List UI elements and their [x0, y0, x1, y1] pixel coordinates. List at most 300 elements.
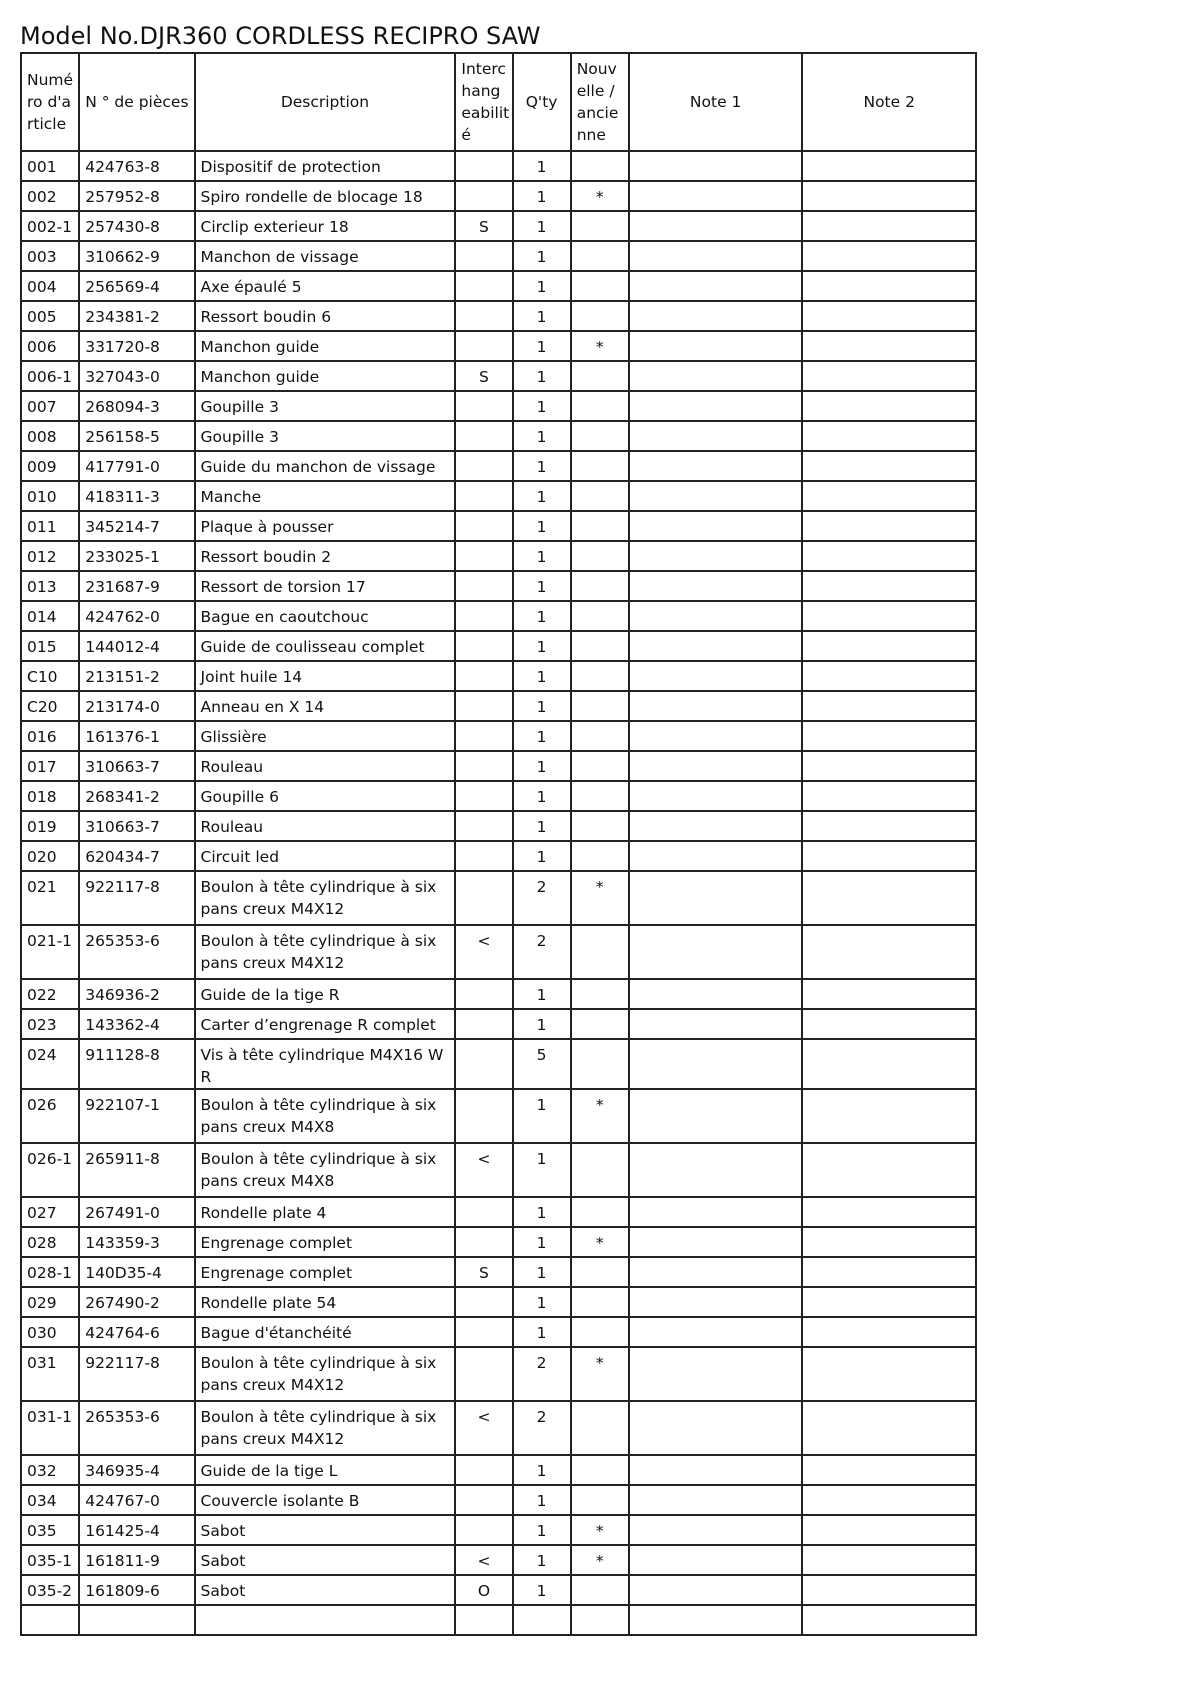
interchangeability-cell [455, 979, 512, 1009]
quantity-cell: 1 [513, 361, 571, 391]
new-old-cell [571, 211, 629, 241]
description-cell: Circuit led [195, 841, 456, 871]
description-cell [195, 1605, 456, 1635]
note-2-cell [802, 301, 976, 331]
table-row [21, 451, 976, 481]
note-2-cell [802, 1347, 976, 1401]
part-number-cell: 161811-9 [79, 1545, 194, 1575]
note-2-cell [802, 721, 976, 751]
quantity-cell: 5 [513, 1039, 571, 1089]
table-row [21, 541, 976, 571]
new-old-cell [571, 811, 629, 841]
quantity-cell: 1 [513, 451, 571, 481]
note-2-cell [802, 451, 976, 481]
new-old-cell [571, 391, 629, 421]
part-number-cell: 424767-0 [79, 1485, 194, 1515]
item-number-cell: 028-1 [21, 1257, 79, 1287]
table-row [21, 181, 976, 211]
new-old-cell [571, 241, 629, 271]
table-row [21, 979, 976, 1009]
quantity-cell: 1 [513, 661, 571, 691]
quantity-cell: 1 [513, 781, 571, 811]
description-cell: Goupille 6 [195, 781, 456, 811]
note-2-cell [802, 1143, 976, 1197]
note-2-cell [802, 361, 976, 391]
quantity-cell: 1 [513, 571, 571, 601]
interchangeability-cell [455, 511, 512, 541]
table-row [21, 511, 976, 541]
part-number-cell: 424764-6 [79, 1317, 194, 1347]
note-1-cell [629, 1089, 803, 1143]
interchangeability-cell [455, 1347, 512, 1401]
table-row [21, 691, 976, 721]
description-cell: Ressort boudin 2 [195, 541, 456, 571]
header-interchangeability: Interc hang eabilit é [455, 53, 512, 151]
new-old-cell: * [571, 1089, 629, 1143]
description-cell: Dispositif de protection [195, 151, 456, 181]
table-row [21, 1347, 976, 1401]
note-1-cell [629, 571, 803, 601]
description-cell: Bague d'étanchéité [195, 1317, 456, 1347]
item-number-cell: 006 [21, 331, 79, 361]
interchangeability-cell: S [455, 361, 512, 391]
new-old-cell: * [571, 1347, 629, 1401]
description-cell: Sabot [195, 1575, 456, 1605]
description-cell: Engrenage complet [195, 1227, 456, 1257]
item-number-cell: 026-1 [21, 1143, 79, 1197]
table-row [21, 601, 976, 631]
quantity-cell: 1 [513, 1287, 571, 1317]
quantity-cell: 1 [513, 1455, 571, 1485]
item-number-cell: 035 [21, 1515, 79, 1545]
new-old-cell [571, 421, 629, 451]
part-number-cell: 327043-0 [79, 361, 194, 391]
note-1-cell [629, 361, 803, 391]
interchangeability-cell [455, 1039, 512, 1089]
note-2-cell [802, 331, 976, 361]
item-number-cell: 019 [21, 811, 79, 841]
note-1-cell [629, 1545, 803, 1575]
description-cell: Boulon à tête cylindrique à six pans creux M4X12 [195, 1347, 456, 1401]
quantity-cell: 1 [513, 481, 571, 511]
quantity-cell: 1 [513, 1485, 571, 1515]
part-number-cell: 231687-9 [79, 571, 194, 601]
item-number-cell: 011 [21, 511, 79, 541]
interchangeability-cell [455, 1227, 512, 1257]
description-cell: Goupille 3 [195, 421, 456, 451]
item-number-cell: C10 [21, 661, 79, 691]
new-old-cell [571, 781, 629, 811]
note-1-cell [629, 691, 803, 721]
note-2-cell [802, 271, 976, 301]
interchangeability-cell [455, 841, 512, 871]
item-number-cell: 028 [21, 1227, 79, 1257]
new-old-cell [571, 1401, 629, 1455]
interchangeability-cell [455, 1089, 512, 1143]
note-2-cell [802, 811, 976, 841]
table-row [21, 571, 976, 601]
description-cell: Ressort boudin 6 [195, 301, 456, 331]
interchangeability-cell [455, 331, 512, 361]
item-number-cell: 034 [21, 1485, 79, 1515]
item-number-cell: 004 [21, 271, 79, 301]
description-cell: Boulon à tête cylindrique à six pans creux M4X12 [195, 925, 456, 979]
note-1-cell [629, 1485, 803, 1515]
note-1-cell [629, 481, 803, 511]
description-cell: Sabot [195, 1545, 456, 1575]
note-1-cell [629, 511, 803, 541]
quantity-cell: 1 [513, 241, 571, 271]
item-number-cell: 006-1 [21, 361, 79, 391]
part-number-cell: 143362-4 [79, 1009, 194, 1039]
table-row [21, 1143, 976, 1197]
new-old-cell [571, 541, 629, 571]
interchangeability-cell [455, 1317, 512, 1347]
item-number-cell: 022 [21, 979, 79, 1009]
part-number-cell: 417791-0 [79, 451, 194, 481]
item-number-cell: 017 [21, 751, 79, 781]
new-old-cell [571, 451, 629, 481]
note-1-cell [629, 151, 803, 181]
note-1-cell [629, 841, 803, 871]
header-quantity: Q'ty [513, 53, 571, 151]
note-1-cell [629, 181, 803, 211]
description-cell: Joint huile 14 [195, 661, 456, 691]
quantity-cell: 1 [513, 1545, 571, 1575]
part-number-cell: 213151-2 [79, 661, 194, 691]
item-number-cell: 035-1 [21, 1545, 79, 1575]
interchangeability-cell: < [455, 1545, 512, 1575]
quantity-cell: 1 [513, 1317, 571, 1347]
interchangeability-cell: O [455, 1575, 512, 1605]
interchangeability-cell [455, 1197, 512, 1227]
table-row [21, 1287, 976, 1317]
header-part-number: N ° de pièces [79, 53, 194, 151]
item-number-cell [21, 1605, 79, 1635]
interchangeability-cell [455, 781, 512, 811]
part-number-cell: 310662-9 [79, 241, 194, 271]
note-1-cell [629, 1455, 803, 1485]
note-1-cell [629, 421, 803, 451]
note-2-cell [802, 1197, 976, 1227]
note-1-cell [629, 781, 803, 811]
interchangeability-cell [455, 601, 512, 631]
part-number-cell: 265353-6 [79, 1401, 194, 1455]
quantity-cell: 1 [513, 631, 571, 661]
table-row [21, 151, 976, 181]
table-row [21, 241, 976, 271]
quantity-cell: 1 [513, 271, 571, 301]
quantity-cell: 2 [513, 1347, 571, 1401]
quantity-cell: 1 [513, 1227, 571, 1257]
new-old-cell [571, 925, 629, 979]
description-cell: Goupille 3 [195, 391, 456, 421]
quantity-cell: 1 [513, 541, 571, 571]
interchangeability-cell [455, 661, 512, 691]
note-2-cell [802, 1485, 976, 1515]
new-old-cell [571, 1575, 629, 1605]
new-old-cell: * [571, 1515, 629, 1545]
note-1-cell [629, 601, 803, 631]
table-row [21, 391, 976, 421]
quantity-cell: 2 [513, 1401, 571, 1455]
interchangeability-cell: < [455, 1143, 512, 1197]
item-number-cell: 015 [21, 631, 79, 661]
item-number-cell: 013 [21, 571, 79, 601]
part-number-cell: 213174-0 [79, 691, 194, 721]
new-old-cell [571, 271, 629, 301]
item-number-cell: 027 [21, 1197, 79, 1227]
quantity-cell: 1 [513, 841, 571, 871]
part-number-cell: 161809-6 [79, 1575, 194, 1605]
table-row [21, 1605, 976, 1635]
quantity-cell: 1 [513, 751, 571, 781]
note-2-cell [802, 571, 976, 601]
table-row [21, 1039, 976, 1089]
description-cell: Carter d’engrenage R complet [195, 1009, 456, 1039]
new-old-cell [571, 481, 629, 511]
part-number-cell: 620434-7 [79, 841, 194, 871]
new-old-cell [571, 1257, 629, 1287]
part-number-cell: 310663-7 [79, 811, 194, 841]
new-old-cell [571, 661, 629, 691]
description-cell: Rouleau [195, 751, 456, 781]
interchangeability-cell [455, 1455, 512, 1485]
table-row [21, 1515, 976, 1545]
quantity-cell: 1 [513, 979, 571, 1009]
description-cell: Boulon à tête cylindrique à six pans creux M4X12 [195, 1401, 456, 1455]
note-1-cell [629, 1143, 803, 1197]
part-number-cell: 268094-3 [79, 391, 194, 421]
description-cell: Spiro rondelle de blocage 18 [195, 181, 456, 211]
note-1-cell [629, 1515, 803, 1545]
note-1-cell [629, 979, 803, 1009]
quantity-cell: 1 [513, 211, 571, 241]
note-2-cell [802, 841, 976, 871]
note-1-cell [629, 661, 803, 691]
table-body [21, 151, 976, 1635]
interchangeability-cell: S [455, 211, 512, 241]
table-row [21, 1545, 976, 1575]
quantity-cell: 2 [513, 871, 571, 925]
parts-table-container [20, 52, 977, 1683]
description-cell: Boulon à tête cylindrique à six pans creux M4X8 [195, 1143, 456, 1197]
note-2-cell [802, 601, 976, 631]
new-old-cell: * [571, 1545, 629, 1575]
description-cell: Vis à tête cylindrique M4X16 WR [195, 1039, 456, 1089]
note-2-cell [802, 1089, 976, 1143]
part-number-cell: 265353-6 [79, 925, 194, 979]
part-number-cell: 922117-8 [79, 871, 194, 925]
item-number-cell: 016 [21, 721, 79, 751]
item-number-cell: 007 [21, 391, 79, 421]
note-1-cell [629, 1009, 803, 1039]
note-2-cell [802, 1455, 976, 1485]
part-number-cell [79, 1605, 194, 1635]
interchangeability-cell [455, 181, 512, 211]
quantity-cell: 1 [513, 691, 571, 721]
item-number-cell: 002 [21, 181, 79, 211]
description-cell: Axe épaulé 5 [195, 271, 456, 301]
item-number-cell: 030 [21, 1317, 79, 1347]
part-number-cell: 310663-7 [79, 751, 194, 781]
note-1-cell [629, 1257, 803, 1287]
item-number-cell: 029 [21, 1287, 79, 1317]
note-1-cell [629, 871, 803, 925]
interchangeability-cell [455, 811, 512, 841]
new-old-cell [571, 1197, 629, 1227]
table-row [21, 1317, 976, 1347]
item-number-cell: 001 [21, 151, 79, 181]
new-old-cell [571, 1009, 629, 1039]
table-row [21, 1257, 976, 1287]
note-1-cell [629, 1227, 803, 1257]
new-old-cell [571, 631, 629, 661]
new-old-cell [571, 841, 629, 871]
part-number-cell: 267490-2 [79, 1287, 194, 1317]
new-old-cell [571, 601, 629, 631]
note-1-cell [629, 751, 803, 781]
quantity-cell: 1 [513, 151, 571, 181]
item-number-cell: 023 [21, 1009, 79, 1039]
item-number-cell: 026 [21, 1089, 79, 1143]
part-number-cell: 161425-4 [79, 1515, 194, 1545]
item-number-cell: 018 [21, 781, 79, 811]
note-1-cell [629, 721, 803, 751]
interchangeability-cell [455, 1515, 512, 1545]
note-1-cell [629, 1197, 803, 1227]
description-cell: Manchon guide [195, 361, 456, 391]
part-number-cell: 418311-3 [79, 481, 194, 511]
note-2-cell [802, 925, 976, 979]
new-old-cell [571, 1485, 629, 1515]
note-2-cell [802, 661, 976, 691]
table-row [21, 1009, 976, 1039]
description-cell: Sabot [195, 1515, 456, 1545]
note-1-cell [629, 1287, 803, 1317]
new-old-cell [571, 571, 629, 601]
interchangeability-cell [455, 451, 512, 481]
item-number-cell: 024 [21, 1039, 79, 1089]
table-row [21, 1485, 976, 1515]
note-2-cell [802, 541, 976, 571]
new-old-cell: * [571, 331, 629, 361]
new-old-cell: * [571, 181, 629, 211]
header-note-2: Note 2 [802, 53, 976, 151]
part-number-cell: 140D35-4 [79, 1257, 194, 1287]
part-number-cell: 268341-2 [79, 781, 194, 811]
note-1-cell [629, 811, 803, 841]
part-number-cell: 424763-8 [79, 151, 194, 181]
note-2-cell [802, 751, 976, 781]
table-row [21, 871, 976, 925]
description-cell: Guide de la tige R [195, 979, 456, 1009]
interchangeability-cell [455, 1009, 512, 1039]
quantity-cell: 1 [513, 1089, 571, 1143]
new-old-cell [571, 1455, 629, 1485]
item-number-cell: 031 [21, 1347, 79, 1401]
part-number-cell: 144012-4 [79, 631, 194, 661]
item-number-cell: 003 [21, 241, 79, 271]
item-number-cell: C20 [21, 691, 79, 721]
item-number-cell: 009 [21, 451, 79, 481]
table-row [21, 661, 976, 691]
table-row [21, 301, 976, 331]
table-row [21, 1401, 976, 1455]
note-1-cell [629, 1575, 803, 1605]
header-item-number: Numé ro d'a rticle [21, 53, 79, 151]
interchangeability-cell [455, 1287, 512, 1317]
quantity-cell: 1 [513, 1257, 571, 1287]
quantity-cell: 1 [513, 421, 571, 451]
quantity-cell: 2 [513, 925, 571, 979]
note-2-cell [802, 211, 976, 241]
quantity-cell: 1 [513, 1143, 571, 1197]
description-cell: Guide du manchon de vissage [195, 451, 456, 481]
quantity-cell: 1 [513, 391, 571, 421]
part-number-cell: 922117-8 [79, 1347, 194, 1401]
new-old-cell [571, 1605, 629, 1635]
table-row [21, 1227, 976, 1257]
part-number-cell: 346935-4 [79, 1455, 194, 1485]
description-cell: Circlip exterieur 18 [195, 211, 456, 241]
quantity-cell: 1 [513, 601, 571, 631]
header-new-old: Nouv elle / ancie nne [571, 53, 629, 151]
quantity-cell: 1 [513, 721, 571, 751]
interchangeability-cell: < [455, 1401, 512, 1455]
table-row [21, 1575, 976, 1605]
table-row [21, 925, 976, 979]
note-1-cell [629, 1605, 803, 1635]
note-1-cell [629, 211, 803, 241]
note-2-cell [802, 631, 976, 661]
table-row [21, 781, 976, 811]
part-number-cell: 143359-3 [79, 1227, 194, 1257]
note-2-cell [802, 241, 976, 271]
header-note-1: Note 1 [629, 53, 803, 151]
note-2-cell [802, 1545, 976, 1575]
table-row [21, 211, 976, 241]
interchangeability-cell [455, 631, 512, 661]
table-row [21, 841, 976, 871]
new-old-cell [571, 1317, 629, 1347]
note-2-cell [802, 781, 976, 811]
note-2-cell [802, 1287, 976, 1317]
note-2-cell [802, 1401, 976, 1455]
description-cell: Rondelle plate 54 [195, 1287, 456, 1317]
new-old-cell [571, 151, 629, 181]
item-number-cell: 035-2 [21, 1575, 79, 1605]
item-number-cell: 010 [21, 481, 79, 511]
description-cell: Glissière [195, 721, 456, 751]
quantity-cell: 1 [513, 1197, 571, 1227]
quantity-cell: 1 [513, 511, 571, 541]
note-2-cell [802, 1317, 976, 1347]
new-old-cell [571, 979, 629, 1009]
note-1-cell [629, 1401, 803, 1455]
note-1-cell [629, 541, 803, 571]
interchangeability-cell [455, 871, 512, 925]
note-2-cell [802, 691, 976, 721]
interchangeability-cell [455, 541, 512, 571]
description-cell: Plaque à pousser [195, 511, 456, 541]
description-cell: Manche [195, 481, 456, 511]
quantity-cell: 1 [513, 1515, 571, 1545]
quantity-cell: 1 [513, 181, 571, 211]
new-old-cell [571, 1143, 629, 1197]
description-cell: Rouleau [195, 811, 456, 841]
note-2-cell [802, 1257, 976, 1287]
